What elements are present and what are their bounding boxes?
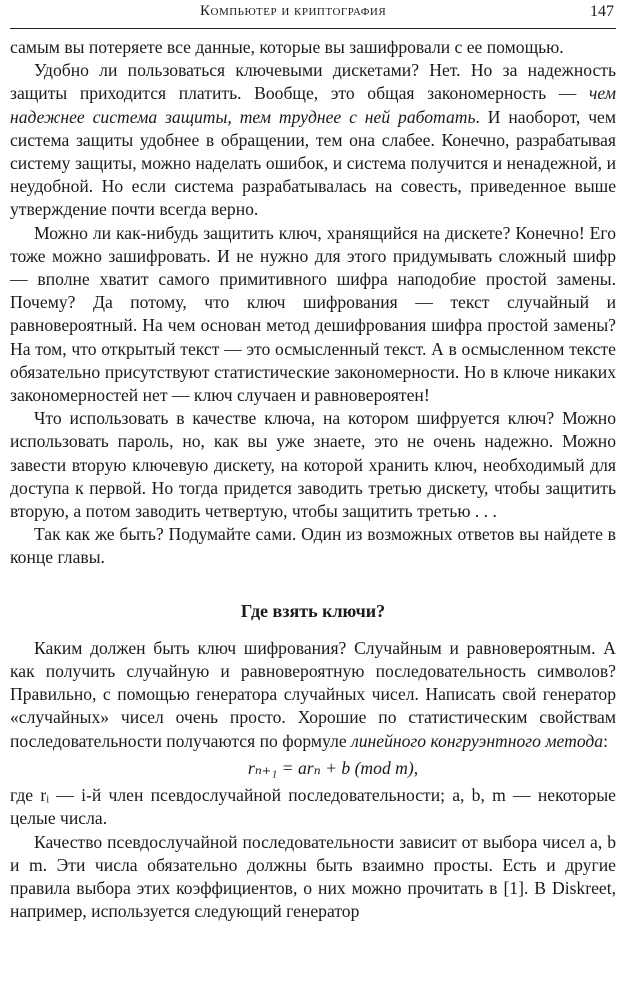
paragraph-2 — [10, 59, 616, 221]
formula: rₙ₊₁ = arₙ + b (mod m), — [247, 757, 419, 778]
page-number: 147 — [590, 3, 614, 20]
section-heading: Где взять ключи? — [240, 600, 386, 621]
running-head: Компьютер и криптография — [200, 3, 387, 19]
section-paragraph-1-text-b: : — [603, 730, 608, 751]
paragraph-3: Можно ли как-нибудь защитить ключ, хранящийся на дискете? Конечно! Его тоже можно зашифровать. И не нужно для этого придумывать сложный шифр — вполне хватит самого примитивного шифра наподобие простой замены. Почему? Да потому, что ключ шифрования — текст случайный и равновероятный. На чем основан метод дешифрования шифра простой замены? На том, что открытый текст — это осмысленный текст. А в осмысленном тексте обязательно присутствуют статистические закономерности. Но в ключе никаких закономерностей нет — ключ случаен и равновероятен! — [10, 222, 616, 406]
section-paragraph-2: где rᵢ — i-й член псевдослучайной последовательности; a, b, m — некоторые целые числа. — [10, 785, 616, 829]
paragraph-5: Так как же быть? Подумайте сами. Один из возможных ответов вы найдете в конце главы. — [10, 524, 616, 568]
section-paragraph-1-emphasis: линейного конгруэнтного метода — [351, 730, 604, 751]
paragraph-1: самым вы потеряете все данные, которые вы зашифровали с ее помощью. — [10, 37, 564, 57]
page-body — [10, 36, 616, 923]
section-paragraph-3: Качество псевдослучайной последовательности зависит от выбора чисел a, b и m. Эти числа обязательно должны быть взаимно просты. Есть и другие правила выбора этих коэффициентов, о них можно прочитать в [1]. В Diskreet, например, используется следующий генератор — [10, 831, 616, 922]
paragraph-2-text-a: Удобно ли пользоваться ключевыми дискетами? Нет. Но за надежность защиты приходится платить. Вообще, это общая закономерность — — [10, 60, 616, 104]
paragraph-2-emphasis: чем надежнее система защиты, тем труднее с ней работать — [10, 83, 616, 127]
paragraph-4: Что использовать в качестве ключа, на котором шифруется ключ? Можно использовать пароль, но, как вы уже знаете, это не очень надежно. Можно завести вторую ключевую дискету, на которой хранить ключ, необходимый для доступа к первой. Но тогда придется заводить третью дискету, чтобы защитить вторую, а потом заводить четвертую, чтобы защитить третью . . . — [10, 408, 616, 522]
section-paragraph-1 — [10, 637, 616, 753]
page-header — [10, 0, 616, 29]
section-paragraph-1-text-a: Каким должен быть ключ шифрования? Случайным и равновероятным. А как получить случайную и равновероятную последовательность символов? Правильно, с помощью генератора случайных чисел. Написать свой генератор «случайных» чисел очень просто. Хорошие по статистическим свойствам последовательности получаются по формуле — [10, 637, 616, 751]
paragraph-2-text-b: . И наоборот, чем система защиты удобнее в обращении, тем она слабее. Конечно, разрабатывая систему защиты, можно наделать ошибок, и система получится и ненадежной, и неудобной. Но если система разрабатывалась на совесть, приведенное выше утверждение почти всегда верно. — [10, 106, 616, 220]
